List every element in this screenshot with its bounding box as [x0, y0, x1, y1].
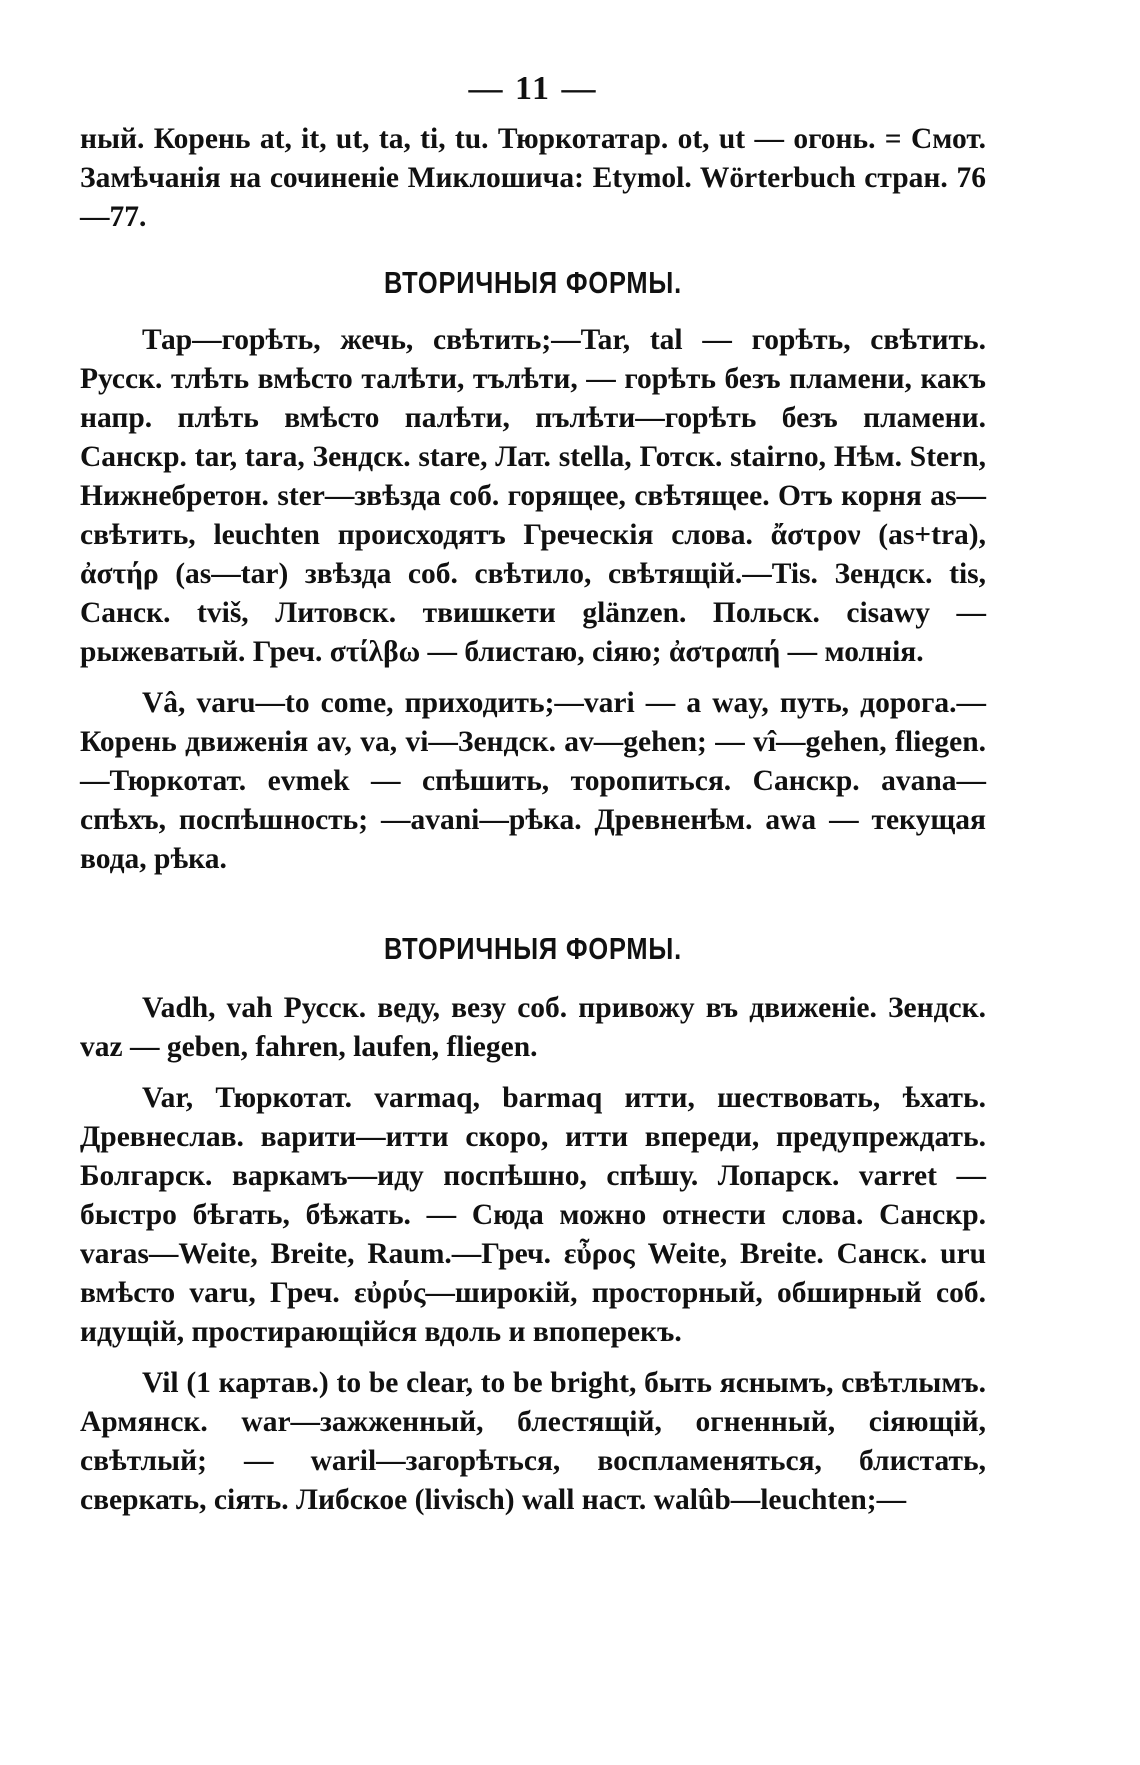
- book-page: [80, 70, 986, 1520]
- paragraph-tar: Тар—горѣть, жечь, свѣтить;—Tar, tal — горѣть, свѣтить. Русск. тлѣть вмѣсто талѣти, тълѣти, — горѣть безъ пламени, какъ напр. плѣть вмѣсто палѣти, пълѣти—горѣть безъ пламени. Санскр. tar, tara, Зендск. stare, Лат. stella, Готск. stairno, Нѣм. Stern, Нижнебретон. ster—звѣзда соб. горящее, свѣтящее. Отъ корня as—свѣтить, leuchten происходятъ Греческія слова. ἄστρον (as+tra), ἀστήρ (as—tar) звѣзда соб. свѣтило, свѣтящій.—Tis. Зендск. tis, Санск. tviš, Литовск. твишкети glänzen. Польск. cisawy — рыжеватый. Греч. στίλβω — блистаю, сіяю; ἀστραπή — молнія.: [80, 324, 986, 668]
- section-heading-secondary-forms-1: ВТОРИЧНЫЯ ФОРМЫ.: [383, 265, 683, 300]
- paragraph-var: Var, Тюркотат. varmaq, barmaq итти, шествовать, ѣхать. Древнеслав. варити—итти скоро, итти впереди, предупреждать. Болгарск. варкамъ—иду поспѣшно, спѣшу. Лопарск. varret — быстро бѣгать, бѣжать. — Сюда можно отнести слова. Санскр. varas—Weite, Breite, Raum.—Греч. εὖρος Weite, Breite. Санск. uru вмѣсто varu, Греч. εὐρύς—широкій, просторный, обширный соб. идущій, простирающійся вдоль и впоперекъ.: [80, 1082, 986, 1348]
- page-number: — 11 —: [468, 70, 598, 107]
- paragraph-vil: Vil (1 картав.) to be clear, to be bright, быть яснымъ, свѣтлымъ. Армянск. war—зажженный, блестящій, огненный, сіяющій, свѣтлый; — waril—загорѣться, воспламеняться, блистать, сверкать, сіять. Либское (livisch) wall наст. walûb—leuchten;—: [80, 1367, 986, 1516]
- paragraph-continuation: ный. Корень at, it, ut, ta, ti, tu. Тюркотатар. ot, ut — огонь. = Смот. Замѣчанія на сочиненіе Миклошича: Etymol. Wörterbuch стран. 76—77.: [80, 123, 986, 233]
- section-heading-secondary-forms-2: ВТОРИЧНЫЯ ФОРМЫ.: [383, 931, 683, 966]
- paragraph-vadh: Vadh, vah Русск. веду, везу соб. привожу въ движеніе. Зендск. vaz — geben, fahren, laufen, fliegen.: [80, 992, 986, 1063]
- paragraph-va: Vâ, varu—to come, приходить;—vari — a way, путь, дорога.— Корень движенія av, va, vi—Зендск. av—gehen; — vî—gehen, fliegen.—Тюркотат. evmek — спѣшить, торопиться. Санскр. avana— спѣхъ, поспѣшность; —avani—рѣка. Древненѣм. awa — текущая вода, рѣка.: [80, 687, 986, 875]
